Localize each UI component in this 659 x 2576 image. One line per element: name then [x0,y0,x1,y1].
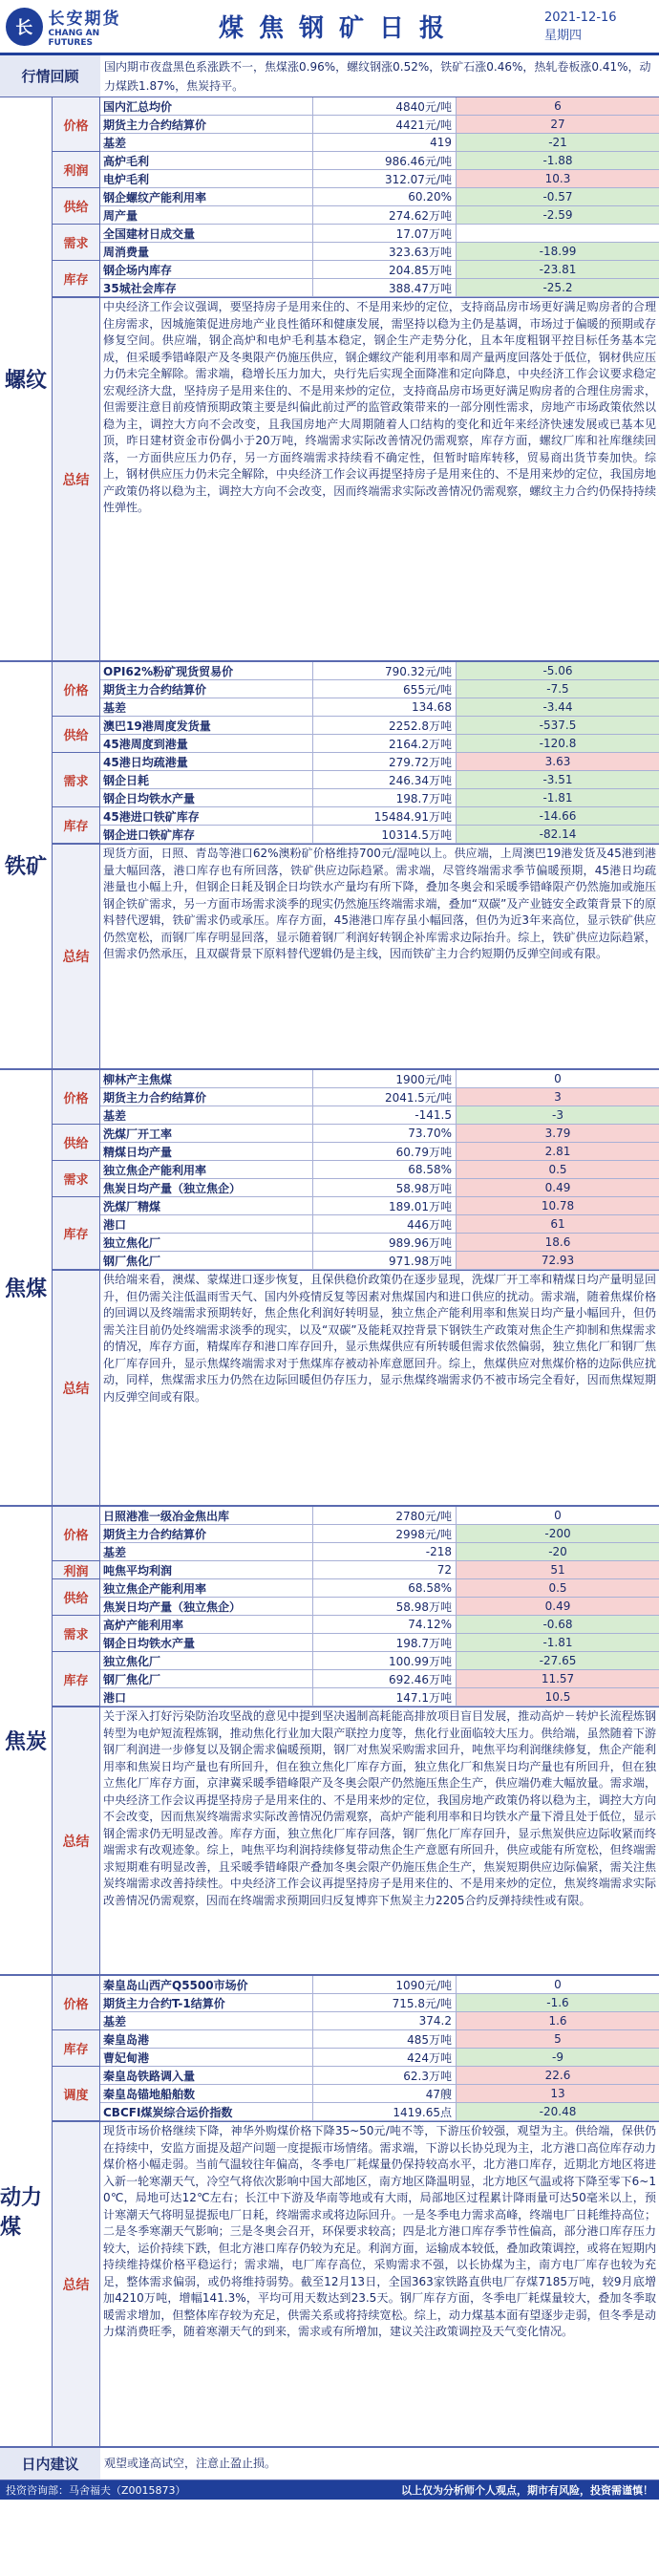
table-row [100,717,659,735]
indicator-value: 989.96万吨 [313,1234,457,1251]
indicator-name: 钢企进口铁矿库存 [100,826,313,843]
table-row [100,1688,659,1707]
table-row [100,2012,659,2030]
indicator-change: -14.66 [457,807,659,825]
indicator-value: 446万吨 [313,1215,457,1233]
indicator-value: 986.46元/吨 [313,152,457,169]
section-label: 焦煤 [0,1070,53,1505]
market-review-label: 行情回顾 [0,55,100,97]
table-row [100,279,659,297]
section-coke [0,1507,659,1976]
indicator-name: 期货主力合约结算价 [100,1088,313,1106]
company-logo [0,0,143,53]
category-label: 需求 [53,1161,100,1197]
indicator-name: 钢厂焦化厂 [100,1670,313,1687]
indicator-value: 323.63万吨 [313,243,457,260]
table-row [100,662,659,680]
indicator-name: 周消费量 [100,243,313,260]
indicator-name: 港口 [100,1215,313,1233]
section-label: 螺纹 [0,97,53,660]
table-row [100,1215,659,1234]
indicator-name: 45港日均疏港量 [100,753,313,770]
table-row [100,680,659,698]
indicator-table [53,1507,659,1707]
indicator-change: -21 [457,134,659,151]
indicator-change: -5.06 [457,662,659,679]
indicator-name: 电炉毛利 [100,170,313,187]
section-rebar [0,97,659,662]
indicator-change: 0.5 [457,1579,659,1597]
indicator-change: -3.44 [457,698,659,716]
indicator-change: -1.81 [457,1634,659,1651]
indicator-name: 秦皇岛铁路调入量 [100,2067,313,2084]
indicator-value: 47艘 [313,2085,457,2102]
indicator-name: 期货主力合约结算价 [100,1525,313,1542]
indicator-name: 曹妃甸港 [100,2049,313,2066]
indicator-table [53,1976,659,2121]
indicator-value: 312.07元/吨 [313,170,457,187]
table-row [100,1197,659,1215]
indicator-change: -2.59 [457,206,659,224]
indicator-change: 51 [457,1561,659,1578]
weekday-text: 星期四 [544,28,583,43]
market-review-text: 国内期市夜盘黑色系涨跌不一，焦煤涨0.96%，螺纹钢涨0.52%，铁矿石涨0.46%，热轧卷板涨0.41%，动力煤跌1.87%，焦炭持平。 [104,60,651,93]
indicator-change: -23.81 [457,261,659,278]
indicator-change: 0 [554,1072,562,1085]
indicator-value: 74.12% [313,1616,457,1633]
table-row [100,1106,659,1125]
indicator-change: 10.3 [457,170,659,187]
category-label: 库存 [53,807,100,844]
indicator-name: 秦皇岛港 [100,2030,313,2048]
table-row [100,771,659,789]
indicator-change: -9 [457,2049,659,2066]
report-title: 煤焦钢矿日报 [218,14,459,43]
indicator-value: 274.62万吨 [313,206,457,224]
indicator-value: 424万吨 [313,2049,457,2066]
table-row [100,1634,659,1652]
summary-text: 供给端来看，澳煤、蒙煤进口逐步恢复，且保供稳价政策仍在逐步显现，洗煤厂开工率和精煤日均产量明显回升，但仍需关注低温雨雪天气、国内外疫情反复等因素对焦煤国内和进口供应的扰动。需求端，随着焦煤价格的回调以及终端需求预期转好，焦企焦化利润好转明显，独立焦企产能利用率和焦炭日均产量小幅回升，但仍需关注目前仍处终端需求淡季的现实，以及“双碳”及能耗双控背景下钢铁生产政策对焦企生产抑制和焦煤需求的情况，库存方面，精煤库存和港口库存回升，显示焦煤供应有所转暖但需求依然偏弱，独立焦化厂和钢厂焦化厂库存回升，显示焦煤终端需求对于焦煤库存被动补库意愿回升。综上，焦煤供应对焦煤价格的边际供应扰动，同样，焦煤需求压力仍然在边际回暖但仍存压力，显示焦煤终端需求仍不被市场完全看好，因而焦煤短期内反弹空间或有限。 [103,1273,656,1404]
table-row [100,1525,659,1543]
category-label: 利润 [53,1561,100,1579]
indicator-change: -120.8 [457,735,659,752]
table-row [100,170,659,188]
footer-analyst: 投资咨询部：马舍福夫（Z0015873） [6,2484,186,2497]
category-label: 价格 [53,1976,100,2030]
table-row [100,2030,659,2049]
indicator-change: -3.51 [457,771,659,788]
indicator-name: 钢企场内库存 [100,261,313,278]
table-row [100,1598,659,1616]
summary-text: 现货方面，日照、青岛等港口62%澳粉矿价格维持700元/湿吨以上。供应端，上周澳巴19港发货及45港到港量大幅回落，港口库存也有所回落，铁矿供应边际趋紧。需求端，尽管终端需求季节偏暖预期，45港日均疏港量也小幅上升，但钢企日耗及钢企日均铁水产量均有所下降，叠加冬奥会和采暖季错峰限产仍然施加或施压钢企铁矿需求，另一方面市场需求淡季的现实仍然施压终端需求端，叠加“双碳”及产业链安全政策背景下的原料替代逻辑，铁矿需求仍或承压。库存方面，45港港口库存虽小幅回落，但仍为近3年来高位，显示铁矿供应仍然宽松，而钢厂库存明显回落，显示随着钢厂利润好转钢企补库需求边际抬升。综上，铁矿供应边际趋紧，但需求仍然承压，且双碳背景下原料替代逻辑仍是主线，因而铁矿主力合约短期仍反弹空间或有限。 [103,847,656,960]
indicator-name: 45港周度到港量 [100,735,313,752]
indicator-value: 68.58% [313,1161,457,1178]
indicator-change: 61 [457,1215,659,1233]
category-label: 供给 [53,1579,100,1616]
table-row [100,789,659,807]
table-row [100,735,659,753]
table-row [100,1252,659,1270]
advice-label: 日内建议 [0,2448,100,2479]
indicator-value: 374.2 [313,2012,457,2029]
table-row [100,1994,659,2012]
table-row [100,206,659,225]
section-label: 铁矿 [0,662,53,1068]
section-summary [53,844,659,1068]
summary-text: 现货市场价格继续下降，神华外购煤价格下降35~50元/吨不等，下游压价较强，观望为主。供给端，保供仍在持续中，安监方面提及超产问题一度提振市场情绪。需求端，下游以长协兑现为主，北方港口高位库存动力煤价格小幅走弱。当前气温较往年偏高，冬季电厂耗煤量仍保持较高水平，北方港口库存，近期北方地区将进入新一轮寒潮天气，冷空气将依次影响中国大部地区，南方地区降温明显，北方地区气温或将下降至零下6~10℃，局地可达12℃左右；长江中下游及华南等地或有大雨，局部地区过程累计降雨量可达50毫米以上，预计寒潮天气将明显提振电厂日耗，终端需求或将边际回升。一是冬季电力需求高峰，终端电厂日耗维持高位；二是冬季寒潮天气影响；三是冬奥会召开，环保要求较高；四是北方港口库存季节性偏高，部分港口库存压力较大，运价持续下跌，但北方港口库存仍较为充足。利润方面，运输成本较低，叠加政策调控，或将在短期内持续维持煤价格平稳运行；需求端，电厂库存高位，采购需求不强，以长协煤为主，南方电厂库存也较为充足，整体需求偏弱，或仍将维持弱势。截至12月13日，全国363家铁路直供电厂存煤7185万吨，较9月底增加4210万吨，增幅141.3%，平均可用天数达到23.5天。钢厂库存方面，冬季电厂耗煤量较大，叠加冬季取暖需求增加，但整体库存较为充足，供需关系或将持续宽松。综上，动力煤基本面有望逐步走弱，但冬季是动力煤消费旺季，随着寒潮天气的到来，需求或有所增加，建议关注政策调控及天气变化情况。 [103,2124,656,2338]
indicator-name: 洗煤厂开工率 [100,1125,313,1142]
table-row [100,826,659,844]
logo-en: CHANG AN FUTURES [48,29,100,48]
indicator-value: 692.46万吨 [313,1670,457,1687]
indicator-value: 790.32元/吨 [313,662,457,679]
report-footer [0,2480,659,2500]
indicator-name: 35城社会库存 [100,279,313,296]
market-review [0,55,659,97]
logo-cn: 长安期货 [48,10,121,29]
table-row [100,1143,659,1161]
table-row [100,134,659,152]
indicator-change: 5 [457,2030,659,2048]
section-label: 焦炭 [0,1507,53,1974]
indicator-value: 60.20% [313,188,457,205]
indicator-name: 日照港准一级冶金焦出库 [100,1507,313,1524]
table-row [100,1579,659,1598]
indicator-value: 72 [313,1561,457,1578]
indicator-value: 58.98万吨 [313,1598,457,1615]
indicator-name: 高炉毛利 [100,152,313,169]
indicator-name: 基差 [100,1106,313,1124]
indicator-name: 秦皇岛山西产Q5500市场价 [100,1976,313,1993]
indicator-value: 15484.91万吨 [313,807,457,825]
table-row [100,1179,659,1197]
table-row [100,1070,659,1088]
table-row [100,1234,659,1252]
indicator-change: 11.57 [457,1670,659,1687]
indicator-name: 钢企螺纹产能利用率 [100,188,313,205]
indicator-change: -25.2 [457,279,659,296]
summary-label: 总结 [53,1271,100,1505]
category-label: 需求 [53,225,100,261]
indicator-value: 62.3万吨 [313,2067,457,2084]
indicator-value: 1900元/吨 [313,1070,457,1087]
indicator-value: 134.68 [313,698,457,716]
indicator-value: 60.79万吨 [313,1143,457,1160]
footer-disclaimer: 以上仅为分析师个人观点，期市有风险，投资需谨慎！ [401,2484,653,2497]
table-row [100,1161,659,1179]
advice-text: 观望或逢高试空，注意止盈止损。 [104,2457,277,2470]
indicator-change: -1.81 [457,789,659,806]
indicator-name: 吨焦平均利润 [100,1561,313,1578]
table-row [100,116,659,134]
indicator-change: -20 [457,1543,659,1560]
category-label: 供给 [53,188,100,225]
indicator-change: -1.6 [457,1994,659,2011]
indicator-value: 715.8元/吨 [313,1994,457,2011]
intraday-advice [0,2448,659,2480]
section-summary [53,1270,659,1505]
summary-label: 总结 [53,845,100,1068]
indicator-value: 279.72万吨 [313,753,457,770]
indicator-change [457,225,659,242]
summary-label: 总结 [53,2122,100,2446]
section-coking_coal [0,1070,659,1507]
indicator-value: 2998元/吨 [313,1525,457,1542]
section-summary [53,1707,659,1974]
indicator-change: 0 [554,1978,562,1991]
indicator-change: -18.99 [457,243,659,260]
table-row [100,1125,659,1143]
indicator-change: 27 [457,116,659,133]
table-row [100,152,659,170]
category-label: 利润 [53,152,100,188]
table-row [100,225,659,243]
indicator-value: 198.7万吨 [313,789,457,806]
indicator-change: -3 [457,1106,659,1124]
commodity-sections [0,97,659,2448]
indicator-value: 68.58% [313,1579,457,1597]
table-row [100,1561,659,1579]
indicator-change: -0.57 [457,188,659,205]
indicator-name: 期货主力合约结算价 [100,680,313,698]
indicator-change: 3 [457,1088,659,1106]
indicator-name: 焦炭日均产量（独立焦企） [100,1179,313,1196]
indicator-change: 1.6 [457,2012,659,2029]
indicator-name: CBCFI煤炭综合运价指数 [100,2103,313,2120]
table-row [100,97,659,116]
indicator-value: 1419.65点 [313,2103,457,2120]
indicator-name: 港口 [100,1688,313,1706]
indicator-change: 13 [457,2085,659,2102]
category-label: 供给 [53,1125,100,1161]
indicator-value: 655元/吨 [313,680,457,698]
indicator-name: 钢企日均铁水产量 [100,1634,313,1651]
indicator-name: 钢企日均铁水产量 [100,789,313,806]
indicator-name: 精煤日均产量 [100,1143,313,1160]
indicator-change: 0.49 [457,1179,659,1196]
indicator-name: 洗煤厂精煤 [100,1197,313,1214]
indicator-name: 基差 [100,134,313,151]
category-label: 调度 [53,2067,100,2121]
category-label: 库存 [53,2030,100,2067]
indicator-name: 基差 [100,698,313,716]
indicator-value: 485万吨 [313,2030,457,2048]
indicator-value: 73.70% [313,1125,457,1142]
report-date [535,0,659,53]
section-summary [53,297,659,660]
category-label: 需求 [53,753,100,807]
indicator-name: 焦炭日均产量（独立焦企） [100,1598,313,1615]
indicator-change: 22.6 [457,2067,659,2084]
indicator-name: 周产量 [100,206,313,224]
indicator-value: 971.98万吨 [313,1252,457,1269]
category-label: 库存 [53,261,100,297]
table-row [100,807,659,826]
indicator-value: 189.01万吨 [313,1197,457,1214]
indicator-change: 0.49 [457,1598,659,1615]
table-row [100,1652,659,1670]
indicator-change: 0.5 [457,1161,659,1178]
indicator-name: 高炉产能利用率 [100,1616,313,1633]
indicator-change: 3.79 [457,1125,659,1142]
indicator-change: -537.5 [457,717,659,734]
table-row [100,1088,659,1106]
indicator-value: 17.07万吨 [313,225,457,242]
summary-label: 总结 [53,1707,100,1974]
indicator-value: 1090元/吨 [313,1976,457,1993]
indicator-change: -0.68 [457,1616,659,1633]
table-row [100,2103,659,2121]
indicator-value: -218 [313,1543,457,1560]
indicator-name: 期货主力合约T-1结算价 [100,1994,313,2011]
section-thermal_coal [0,1976,659,2448]
indicator-change: -200 [457,1525,659,1542]
indicator-change: 2.81 [457,1143,659,1160]
indicator-change: 18.6 [457,1234,659,1251]
indicator-value: 2164.2万吨 [313,735,457,752]
indicator-value: 419 [313,134,457,151]
indicator-name: 国内汇总均价 [100,97,313,115]
indicator-change: -7.5 [457,680,659,698]
summary-text: 关于深入打好污染防治攻坚战的意见中提到坚决遏制高耗能高排放项目盲目发展，推动高炉－转炉长流程炼钢转型为电炉短流程炼钢，推动焦化行业加大限产联控力度等，焦化行业面临较大压力。供给端，虽然随着下游钢厂利润进一步修复以及钢企需求偏暖预期，钢厂对焦炭采购需求回升，吨焦平均利润继续修复，焦企产能利用率和焦炭日均产量也有所回升，但在独立焦化厂库存方面，独立焦化厂和焦炭日均产量也有所回升，但在独立焦化厂库存方面，京津冀采暖季错峰限产及冬奥会限产仍然施压焦企生产，供应端仍难大幅放量。需求端，中央经济工作会议再提坚持房子是用来住的、不是用来炒的定位，我国房地产政策仍将以稳为主，调控大方向不会改变，因而焦炭终端需求实际改善情况仍需观察，高炉产能利用率和日均铁水产量下滑且处于低位，显示钢企需求仍无明显改善。库存方面，独立焦化厂库存回落，钢厂焦化厂库存回升，显示焦炭供应边际收紧而终端需求有改观迹象。综上，吨焦平均利润持续修复带动焦企生产意愿有所回升，供应或能有所宽松，但终端需求短期难有明显改善，且采暖季错峰限产叠加冬奥会限产仍施压焦企生产，焦炭短期供应边际偏紧，需关注焦炭终端需求改善持续性。中央经济工作会议再提坚持房子是用来住的、不是用来炒的定位，焦炭终端需求实际改善情况仍需观察，因而在终端需求预期回归反复博弈下焦炭主力2205合约反弹持续性或有限。 [103,1709,656,1907]
indicator-value: 2041.5元/吨 [313,1088,457,1106]
indicator-name: 独立焦化厂 [100,1234,313,1251]
category-label: 库存 [53,1652,100,1707]
table-row [100,698,659,717]
table-row [100,1543,659,1561]
indicator-value: 204.85万吨 [313,261,457,278]
indicator-value: 4840元/吨 [313,97,457,115]
category-label: 库存 [53,1197,100,1270]
indicator-value: -141.5 [313,1106,457,1124]
indicator-change: -82.14 [457,826,659,843]
indicator-change: 0 [554,1509,562,1522]
indicator-table [53,97,659,297]
indicator-table [53,662,659,844]
indicator-name: 柳林产主焦煤 [100,1070,313,1087]
indicator-change: -1.88 [457,152,659,169]
indicator-value: 198.7万吨 [313,1634,457,1651]
indicator-value: 2252.8万吨 [313,717,457,734]
indicator-change: 72.93 [457,1252,659,1269]
indicator-name: 基差 [100,2012,313,2029]
summary-label: 总结 [53,298,100,660]
indicator-name: 钢厂焦化厂 [100,1252,313,1269]
category-label: 价格 [53,1070,100,1125]
indicator-value: 100.99万吨 [313,1652,457,1669]
indicator-name: 独立焦企产能利用率 [100,1161,313,1178]
indicator-change: -20.48 [457,2103,659,2120]
category-label: 价格 [53,1507,100,1561]
category-label: 需求 [53,1616,100,1652]
indicator-change: 10.5 [457,1688,659,1706]
indicator-value: 2780元/吨 [313,1507,457,1524]
table-row [100,1507,659,1525]
indicator-value: 58.98万吨 [313,1179,457,1196]
indicator-name: 45港进口铁矿库存 [100,807,313,825]
indicator-value: 246.34万吨 [313,771,457,788]
category-label: 供给 [53,717,100,753]
indicator-table [53,1070,659,1270]
table-row [100,1616,659,1634]
indicator-change: 6 [457,97,659,115]
table-row [100,1670,659,1688]
section-summary [53,2121,659,2446]
indicator-name: 基差 [100,1543,313,1560]
indicator-value: 147.1万吨 [313,1688,457,1706]
table-row [100,2067,659,2085]
date-text: 2021-12-16 [544,10,617,25]
indicator-change: 10.78 [457,1197,659,1214]
table-row [100,1976,659,1994]
indicator-change: 3.63 [457,753,659,770]
category-label: 价格 [53,662,100,717]
logo-emblem-icon: 长 [6,8,43,46]
summary-text: 中央经济工作会议强调，要坚持房子是用来住的、不是用来炒的定位，支持商品房市场更好满足购房者的合理住房需求，因城施策促进房地产业良性循环和健康发展，需坚持以稳为主仍是基调，市场过于偏暖的预期或存修复空间。供应端，钢企高炉和电炉毛利基本稳定，钢企生产走势分化，且本年度粗钢平控目标任务基本完成，但采暖季错峰限产及冬奥限产仍施压供应，钢企螺纹产能利用率和周产量两度回落处于低位，钢材供应压力仍未完全解除。需求端，稳增长压力加大，央行先后实现全面降准和定向降息，中央经济工作会议要求稳定宏观经济大盘，坚持房子是用来住的、不是用来炒的定位，支持商品房市场更好满足购房者的合理住房需求，但需要注意目前疫情预期政策主要是纠偏此前过严的监管政策带来的一部分刚性需求，房地产市场政策依然以稳为主，调控大方向不会改变，且我国房地产大周期随着人口结构的变化和近年来经济快速发展或已基本见顶，昨日建材资金市份偶小于20万吨，终端需求实际改善情况仍需观察，库存方面，螺纹厂库和社库继续回落，一方面供应压力仍存，另一方面终端需求持续看不确定性，但暂时暗库转移，贸易商出货节奏加快。综上，钢材供应压力仍未完全解除，中央经济工作会议再提坚持房子是用来住的、不是用来炒的定位，我国房地产政策仍将以稳为主，调控大方向不会改变，因而终端需求实际改善情况仍需观察，螺纹主力合约仍保持持续性弹性。 [103,300,656,514]
table-row [100,188,659,206]
indicator-name: 全国建材日成交量 [100,225,313,242]
indicator-value: 388.47万吨 [313,279,457,296]
section-iron [0,662,659,1070]
indicator-name: 期货主力合约结算价 [100,116,313,133]
table-row [100,2085,659,2103]
indicator-change: -27.65 [457,1652,659,1669]
table-row [100,753,659,771]
table-row [100,2049,659,2067]
indicator-name: 澳巴19港周度发货量 [100,717,313,734]
report-header [0,0,659,55]
indicator-name: OPI62%粉矿现货贸易价 [100,662,313,679]
indicator-name: 独立焦企产能利用率 [100,1579,313,1597]
table-row [100,261,659,279]
category-label: 价格 [53,97,100,152]
indicator-value: 10314.5万吨 [313,826,457,843]
indicator-name: 钢企日耗 [100,771,313,788]
indicator-name: 独立焦化厂 [100,1652,313,1669]
section-label: 动力煤 [0,1976,53,2446]
table-row [100,243,659,261]
indicator-name: 秦皇岛锚地船舶数 [100,2085,313,2102]
indicator-value: 4421元/吨 [313,116,457,133]
